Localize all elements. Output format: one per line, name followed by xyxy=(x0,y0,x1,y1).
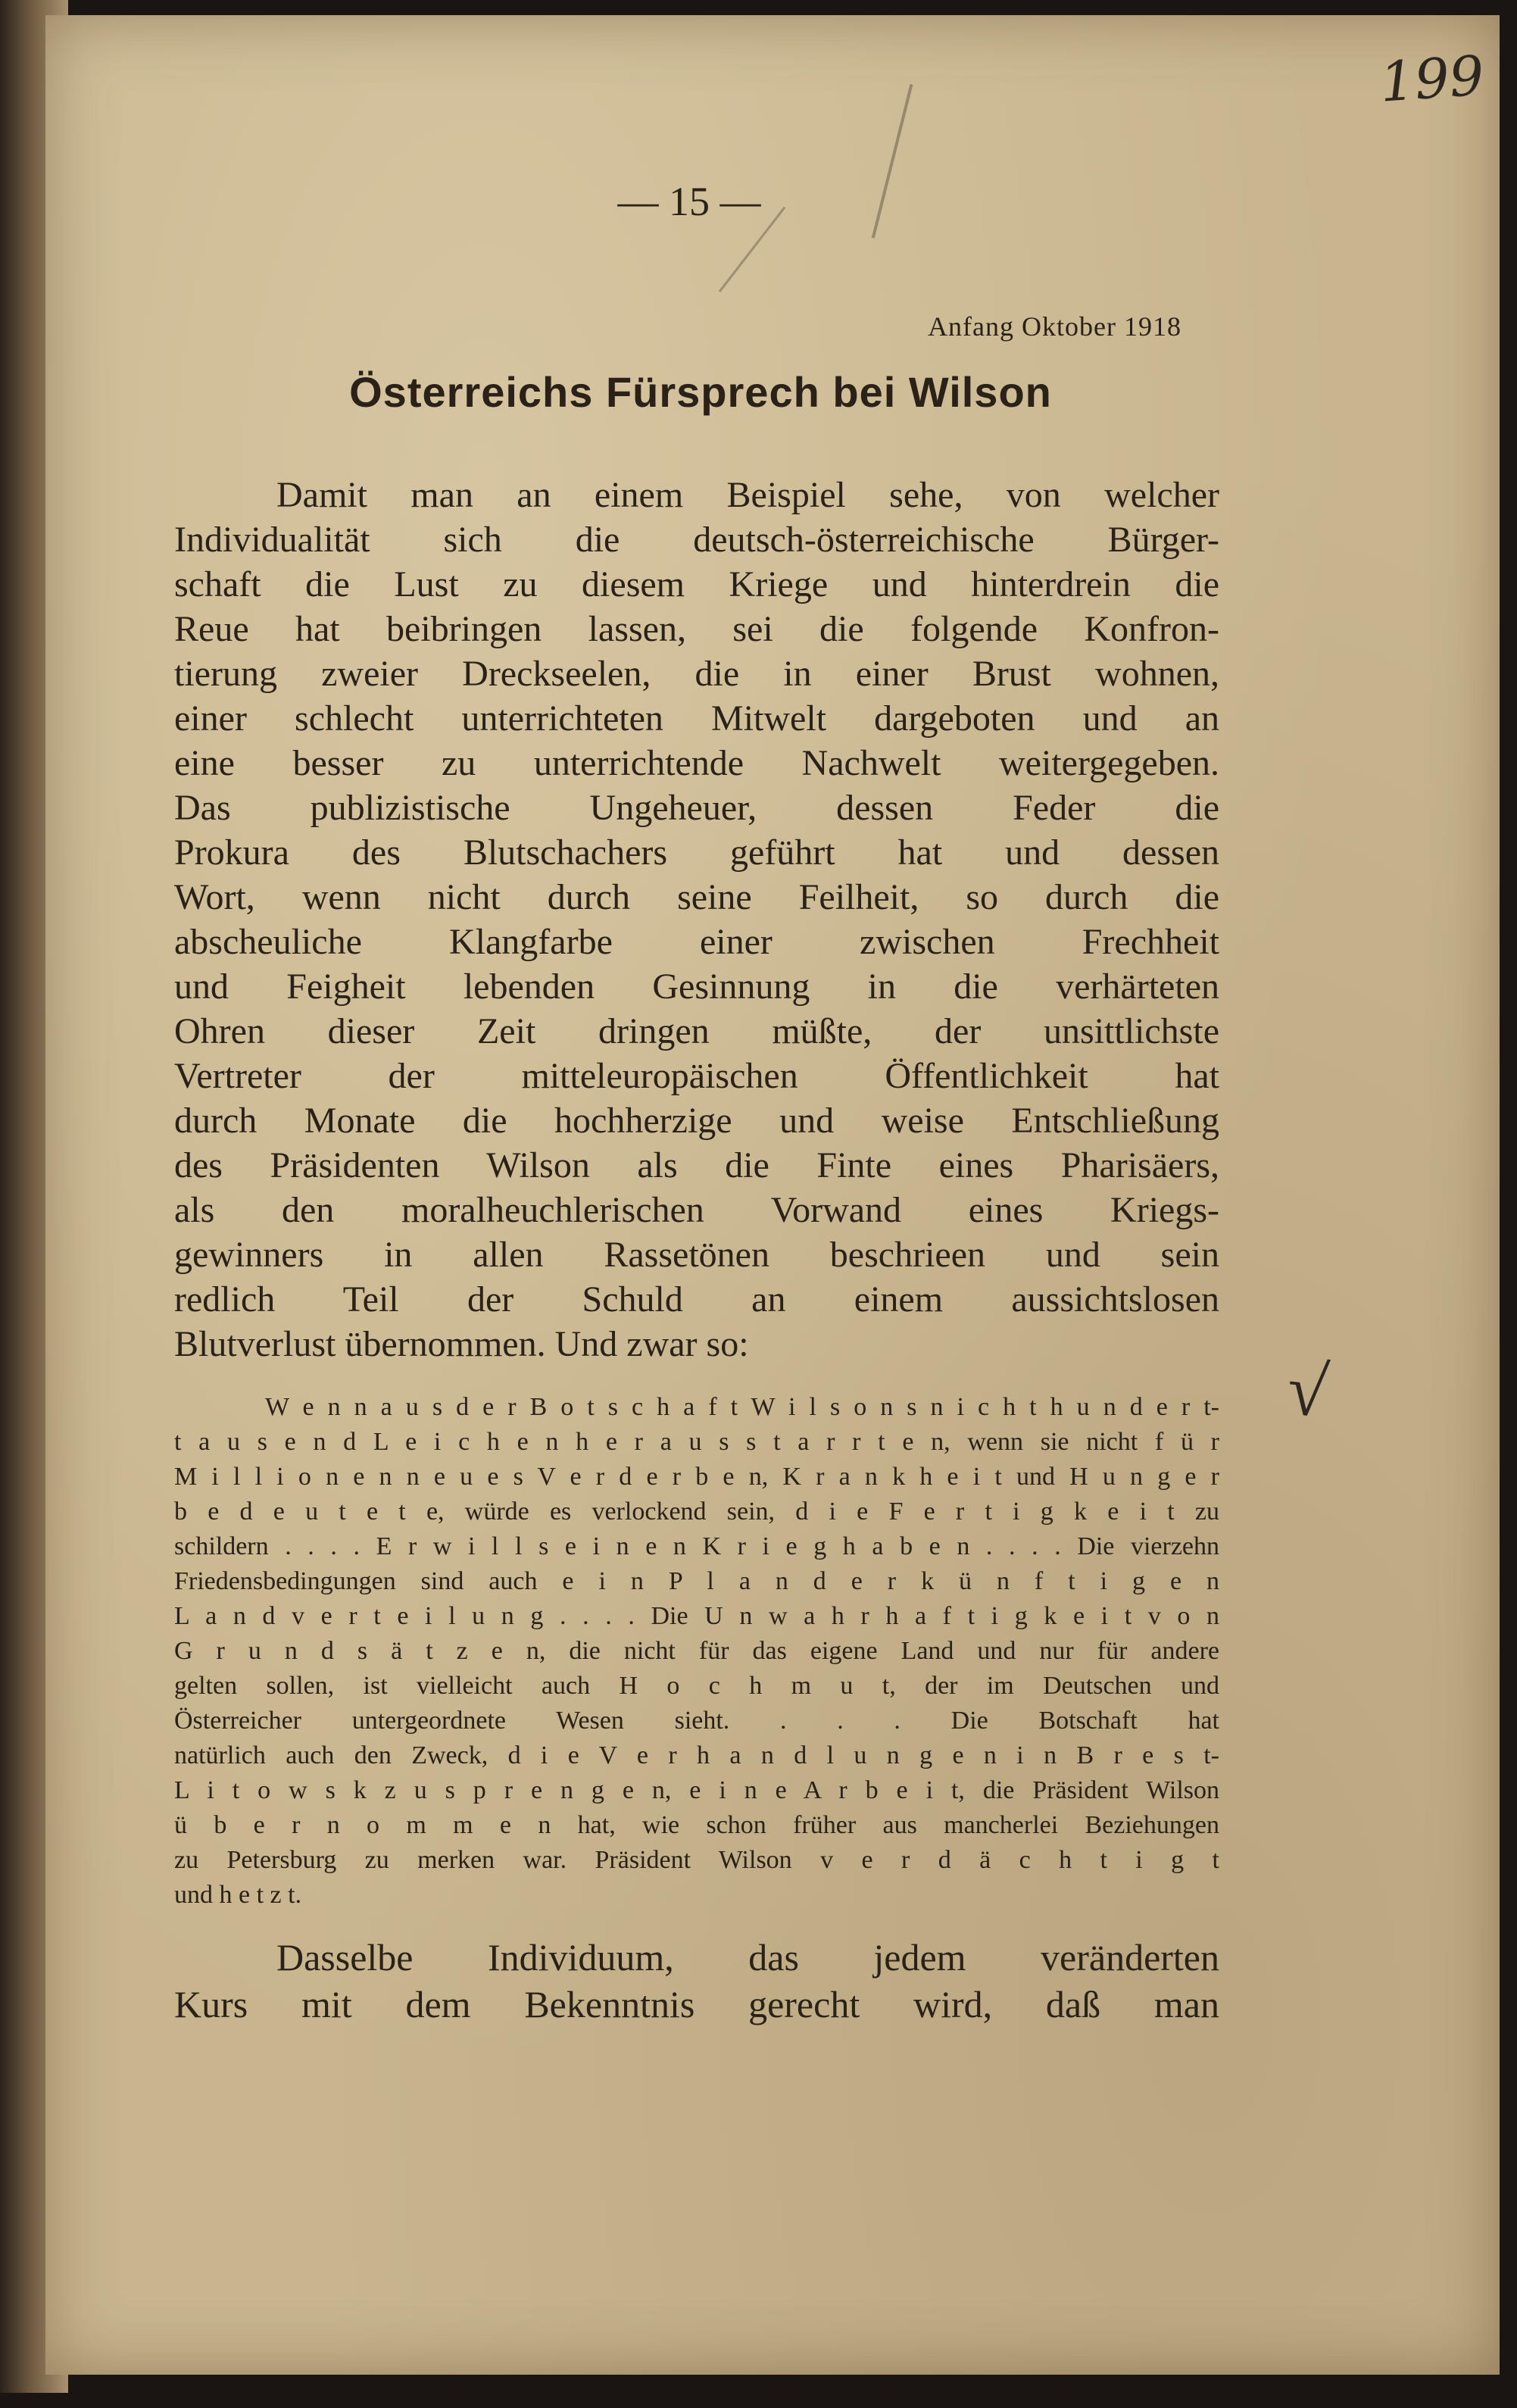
text-line: Prokura des Blutschachers geführt hat und dessen xyxy=(174,832,1219,873)
text-line: Blutverlust übernommen. Und zwar so: xyxy=(174,1324,749,1364)
text-line: Ohren dieser Zeit dringen müßte, der unsittlichste xyxy=(174,1011,1219,1051)
quote-line: natürlich auch den Zweck, d i e V e r h a n d l u n g e n i n B r e s t- xyxy=(174,1741,1219,1769)
quote-line: zu Petersburg zu merken war. Präsident Wilson v e r d ä c h t i g t xyxy=(174,1846,1219,1874)
text-line: Reue hat beibringen lassen, sei die folgende Konfron- xyxy=(174,609,1219,649)
text-line: durch Monate die hochherzige und weise Entschließung xyxy=(174,1101,1219,1141)
quote-line: ü b e r n o m m e n hat, wie schon früher aus mancherlei Beziehungen xyxy=(174,1811,1219,1839)
quote-line: Österreicher untergeordnete Wesen sieht. . . . Die Botschaft hat xyxy=(174,1707,1219,1735)
text-line: Wort, wenn nicht durch seine Feilheit, so durch die xyxy=(174,877,1219,917)
quote-line: G r u n d s ä t z e n, die nicht für das eigene Land und nur für andere xyxy=(174,1637,1219,1665)
quote-line: Friedensbedingungen sind auch e i n P l a n d e r k ü n f t i g e n xyxy=(174,1567,1219,1595)
text-line: und Feigheit lebenden Gesinnung in die verhärteten xyxy=(174,967,1219,1007)
text-line: schaft die Lust zu diesem Kriege und hinterdrein die xyxy=(174,564,1219,604)
quote-line: L i t o w s k z u s p r e n g e n, e i n e A r b e i t, die Präsident Wilson xyxy=(174,1776,1219,1804)
quote-line: schildern . . . . E r w i l l s e i n e n K r i e g h a b e n . . . . Die vierzehn xyxy=(174,1532,1219,1560)
text-line: Kurs mit dem Bekenntnis gerecht wird, daß man xyxy=(174,1983,1219,2025)
text-line: als den moralheuchlerischen Vorwand eines Kriegs- xyxy=(174,1190,1219,1230)
text-line: einer schlecht unterrichteten Mitwelt dargeboten und an xyxy=(174,698,1219,739)
margin-annotation: √ xyxy=(1283,1348,1332,1433)
text-line: redlich Teil der Schuld an einem aussichtslosen xyxy=(174,1279,1219,1320)
page-number: — 15 — xyxy=(617,179,761,224)
quote-line: M i l l i o n e n n e u e s V e r d e r b e n, K r a n k h e i t und H u n g e r xyxy=(174,1463,1219,1491)
archive-folio-number: 199 xyxy=(1378,43,1487,114)
quote-line: t a u s e n d L e i c h e n h e r a u s s t a r r t e n, wenn sie nicht f ü r xyxy=(174,1428,1219,1456)
quote-line: gelten sollen, ist vielleicht auch H o c h m u t, der im Deutschen und xyxy=(174,1672,1219,1700)
text-line: Vertreter der mitteleuropäischen Öffentlichkeit hat xyxy=(174,1056,1219,1096)
quote-line: L a n d v e r t e i l u n g . . . . Die U n w a h r h a f t i g k e i t v o n xyxy=(174,1602,1219,1630)
quote-line: W e n n a u s d e r B o t s c h a f t W i l s o n s n i c h t h u n d e r t- xyxy=(265,1393,1219,1421)
quote-line: und h e t z t. xyxy=(174,1881,302,1909)
quote-line: b e d e u t e t e, würde es verlockend sein, d i e F e r t i g k e i t zu xyxy=(174,1498,1219,1526)
text-line: des Präsidenten Wilson als die Finte eines Pharisäers, xyxy=(174,1145,1219,1185)
text-line: Das publizistische Ungeheuer, dessen Feder die xyxy=(174,788,1219,828)
text-line: gewinners in allen Rassetönen beschrieen und sein xyxy=(174,1235,1219,1275)
text-line: Individualität sich die deutsch-österreichische Bürger- xyxy=(174,520,1219,560)
text-line: Dasselbe Individuum, das jedem veränderten xyxy=(276,1936,1219,1979)
text-line: abscheuliche Klangfarbe einer zwischen Frechheit xyxy=(174,922,1219,962)
date-line: Anfang Oktober 1918 xyxy=(928,311,1181,342)
text-line: eine besser zu unterrichtende Nachwelt weitergegeben. xyxy=(174,743,1219,783)
text-line: tierung zweier Dreckseelen, die in einer Brust wohnen, xyxy=(174,654,1219,694)
article-title: Österreichs Fürsprech bei Wilson xyxy=(349,368,1052,416)
text-line: Damit man an einem Beispiel sehe, von welcher xyxy=(276,475,1219,515)
